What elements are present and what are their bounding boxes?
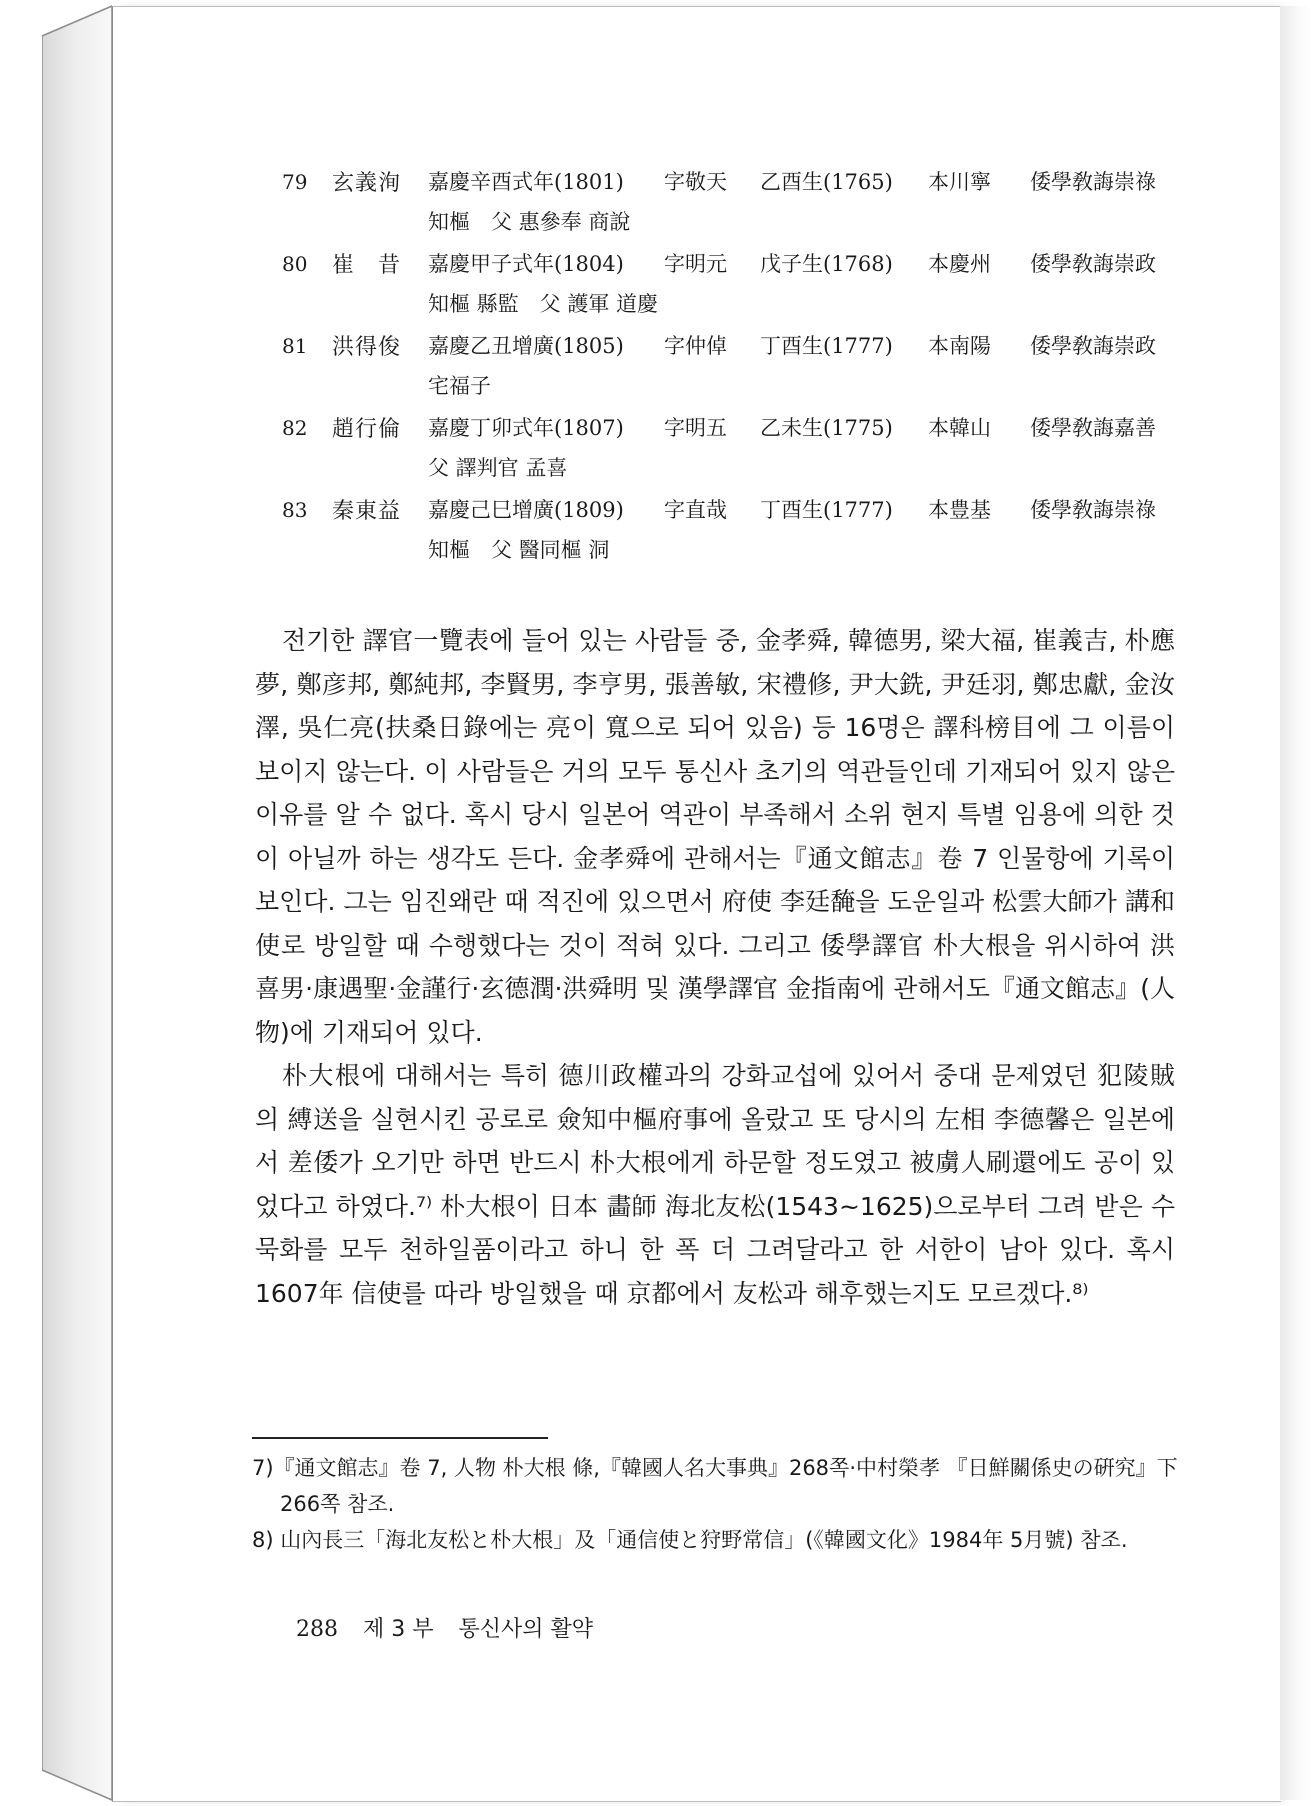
entry-clan: 本豊基	[928, 498, 991, 522]
entry-exam: 嘉慶辛酉式年(1801)	[428, 170, 624, 194]
entry-80	[282, 248, 1202, 330]
entry-post: 倭學敎誨崇政	[1030, 334, 1156, 358]
footnote-divider	[252, 1437, 548, 1439]
footnote-8	[252, 1522, 1178, 1558]
body-text	[255, 619, 1175, 1315]
entry-81	[282, 330, 1202, 412]
entry-birth: 丁酉生(1777)	[760, 498, 893, 522]
entry-post: 倭學敎誨崇祿	[1030, 498, 1156, 522]
book-spine-shape	[42, 0, 112, 1806]
entry-line2: 宅福子	[428, 374, 491, 398]
entry-number: 80	[282, 252, 308, 276]
book-spine	[42, 0, 112, 1806]
entry-courtesy-name: 字敬天	[664, 170, 727, 194]
entry-post: 倭學敎誨嘉善	[1030, 416, 1156, 440]
footnote-text: 7)『通文館志』卷 7, 人物 朴大根 條,『韓國人名大事典』268쪽·中村榮孝 『日鮮關係史の硏究』下 266쪽 참조.	[252, 1456, 1178, 1516]
entry-exam: 嘉慶乙丑增廣(1805)	[428, 334, 624, 358]
entry-line2: 知樞 縣監 父 護軍 道慶	[428, 292, 659, 316]
footnote-7	[252, 1450, 1178, 1522]
entry-post: 倭學敎誨崇政	[1030, 252, 1156, 276]
entry-clan: 本韓山	[928, 416, 991, 440]
entry-courtesy-name: 字仲倬	[664, 334, 727, 358]
entry-clan: 本慶州	[928, 252, 991, 276]
entry-clan: 本川寧	[928, 170, 991, 194]
entry-courtesy-name: 字明五	[664, 416, 727, 440]
entry-courtesy-name: 字直哉	[664, 498, 727, 522]
entry-exam: 嘉慶甲子式年(1804)	[428, 252, 624, 276]
entry-line2: 知樞 父 惠參奉 商說	[428, 210, 631, 234]
entry-birth: 丁酉生(1777)	[760, 334, 893, 358]
entry-number: 79	[282, 170, 308, 194]
entry-number: 82	[282, 416, 308, 440]
page-footer	[296, 1612, 593, 1643]
entry-post: 倭學敎誨崇祿	[1030, 170, 1156, 194]
entry-line2: 父 譯判官 孟喜	[428, 456, 568, 480]
entry-number: 81	[282, 334, 308, 358]
paragraph: 朴大根에 대해서는 특히 德川政權과의 강화교섭에 있어서 중대 문제였던 犯陵賊의 縛送을 실현시킨 공로로 僉知中樞府事에 올랐고 또 당시의 左相 李德馨은 일본에서 差倭가 오기만 하면 반드시 朴大根에게 하문할 정도였고 被虜人刷還에도 공이 있었다고 하였다.⁷⁾ 朴大根이 日本 畵師 海北友松(1543~1625)으로부터 그려 받은 수묵화를 모두 천하일품이라고 하니 한 폭 더 그려달라고 한 서한이 남아 있다. 혹시 1607年 信使를 따라 방일했을 때 京都에서 友松과 해후했는지도 모르겠다.⁸⁾	[255, 1061, 1175, 1308]
entry-birth: 乙酉生(1765)	[760, 170, 893, 194]
part-label: 제 3 부	[363, 1617, 434, 1642]
entry-name: 玄義洵	[332, 171, 402, 196]
entry-name: 趙行倫	[332, 417, 402, 442]
entry-name: 秦東益	[332, 499, 402, 524]
entry-number: 83	[282, 498, 308, 522]
part-title: 통신사의 활약	[458, 1617, 594, 1642]
entry-birth: 戊子生(1768)	[760, 252, 893, 276]
paragraph: 전기한 譯官一覽表에 들어 있는 사람들 중, 金孝舜, 韓德男, 梁大福, 崔義吉, 朴應夢, 鄭彦邦, 鄭純邦, 李賢男, 李亨男, 張善敏, 宋禮修, 尹大銑, 尹廷羽, 鄭忠獻, 金汝澤, 吳仁亮(扶桑日錄에는 亮이 寬으로 되어 있음) 등 16명은 譯科榜目에 그 이름이 보이지 않는다. 이 사람들은 거의 모두 통신사 초기의 역관들인데 기재되어 있지 않은 이유를 알 수 없다. 혹시 당시 일본어 역관이 부족해서 소위 현지 특별 임용에 의한 것이 아닐까 하는 생각도 든다. 金孝舜에 관해서는『通文館志』卷 7 인물항에 기록이 보인다. 그는 임진왜란 때 적진에 있으면서 府使 李廷馣을 도운일과 松雲大師가 講和使로 방일할 때 수행했다는 것이 적혀 있다. 그리고 倭學譯官 朴大根을 위시하여 洪喜男·康遇聖·金謹行·玄德潤·洪舜明 및 漢學譯官 金指南에 관해서도『通文館志』(人物)에 기재되어 있다.	[255, 626, 1175, 1047]
entry-exam: 嘉慶己巳增廣(1809)	[428, 498, 624, 522]
entry-birth: 乙未生(1775)	[760, 416, 893, 440]
entry-79	[282, 166, 1202, 248]
entry-83	[282, 494, 1202, 576]
entry-courtesy-name: 字明元	[664, 252, 727, 276]
page-edge-shadow	[1280, 6, 1311, 1800]
footnote-text: 8) 山內長三「海北友松と朴大根」及「通信使と狩野常信」(《韓國文化》1984年 5月號) 참조.	[252, 1528, 1128, 1552]
entry-exam: 嘉慶丁卯式年(1807)	[428, 416, 624, 440]
entry-line2: 知樞 父 醫同樞 洞	[428, 538, 610, 562]
entry-name: 洪得俊	[332, 335, 402, 360]
entry-82	[282, 412, 1202, 494]
footnotes	[252, 1450, 1178, 1558]
entry-clan: 本南陽	[928, 334, 991, 358]
page-number: 288	[296, 1617, 338, 1642]
entry-name: 崔 昔	[332, 253, 402, 278]
translator-entries	[282, 166, 1202, 576]
